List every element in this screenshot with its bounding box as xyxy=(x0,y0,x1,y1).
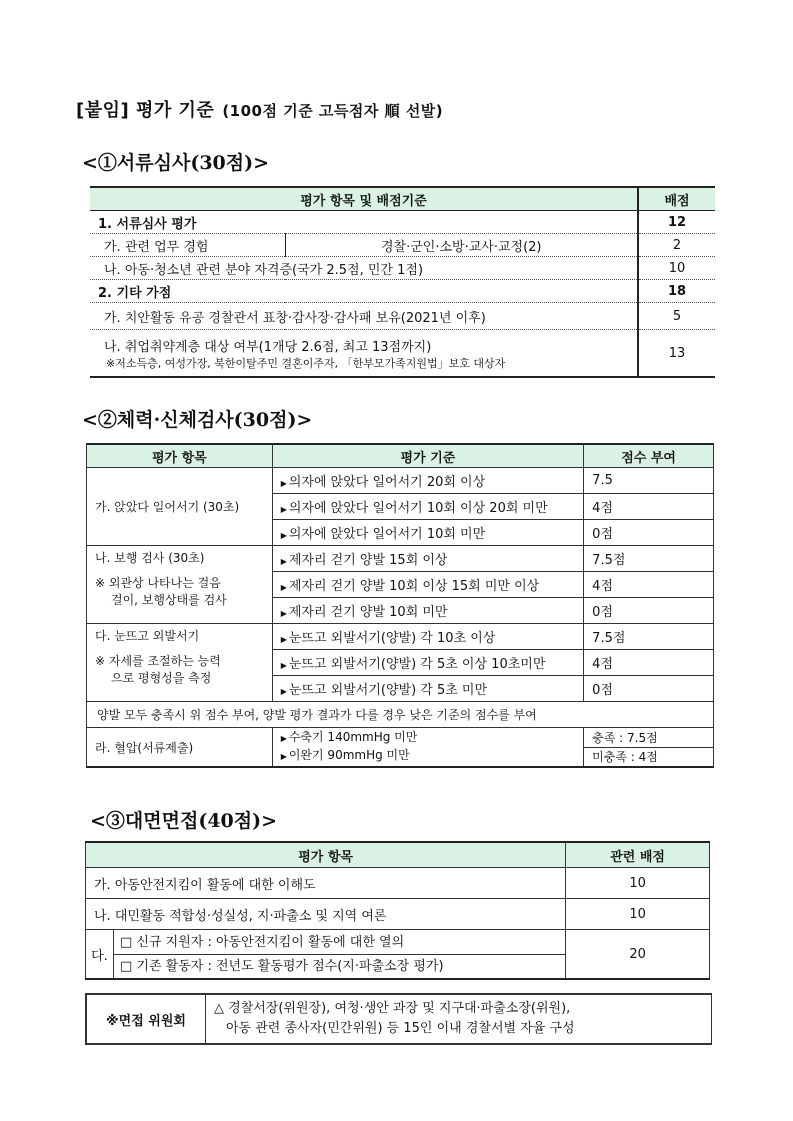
table-row xyxy=(87,728,714,768)
row-score: 18 xyxy=(638,280,715,303)
row-item: 라. 혈압(서류제출) xyxy=(87,728,273,768)
row-score: 4점 xyxy=(584,494,714,520)
row-label-multi xyxy=(90,330,638,378)
row-score: 7.5점 xyxy=(584,624,714,650)
row-item: 다. 눈뜨고 외발서기 ※ 자세를 조절하는 능력 으로 평형성을 측정 xyxy=(87,624,273,702)
row-label: 나. 대민활동 적합성·성실성, 지·파출소 및 지역 여론 xyxy=(86,899,566,930)
row-score: 2 xyxy=(638,234,715,257)
interview-table xyxy=(85,841,710,980)
fitness-test-table xyxy=(86,443,714,768)
row-label: 1. 서류심사 평가 xyxy=(90,211,638,234)
row-sublist xyxy=(113,930,565,980)
row-score: 0점 xyxy=(584,598,714,624)
section3-title: <③대면면접(40점)> xyxy=(90,810,278,832)
row-score: 4점 xyxy=(584,572,714,598)
row-score: 4점 xyxy=(584,650,714,676)
row-score: 7.5점 xyxy=(584,546,714,572)
row-criteria: ▶ 눈뜨고 외발서기(양발) 각 5초 이상 10초미만 xyxy=(272,650,583,676)
row-detail: 경찰·군인·소방·교사·교정(2) xyxy=(285,234,638,257)
table-header xyxy=(90,187,715,211)
table-note-row xyxy=(87,702,714,728)
row-label: 가. 치안활동 유공 경찰관서 표창·감사장·감사패 보유(2021년 이후) xyxy=(90,303,638,330)
row-label: 가. 관련 업무 경험 xyxy=(90,234,285,257)
row-score: 10 xyxy=(566,899,710,930)
committee-label: ※면접 위원회 xyxy=(87,995,206,1043)
committee-line: 아동 관련 종사자(민간위원) 등 15인 이내 경찰서별 자율 구성 xyxy=(226,1021,575,1036)
table-row xyxy=(86,899,710,930)
table-row xyxy=(86,930,710,980)
row-score: 7.5 xyxy=(584,468,714,494)
header-score: 배점 xyxy=(638,187,715,211)
row-note: ※저소득층, 여성가장, 북한이탈주민 결혼이주자, 「한부모가족지원법」보호 대상자 xyxy=(106,356,506,370)
header-criteria: 평가 항목 및 배점기준 xyxy=(90,187,638,211)
header-criteria: 평가 기준 xyxy=(272,444,583,468)
header-score: 점수 부여 xyxy=(584,444,714,468)
table-row xyxy=(90,234,715,257)
row-score: 13 xyxy=(638,330,715,378)
table-header xyxy=(87,444,714,468)
row-criteria: ▶ 의자에 앉았다 일어서기 20회 이상 xyxy=(272,468,583,494)
header-item: 평가 항목 xyxy=(86,842,566,868)
row-score: 0점 xyxy=(584,676,714,702)
row-label: 2. 기타 가점 xyxy=(90,280,638,303)
row-criteria: ▶ 제자리 걷기 양발 10회 이상 15회 미만 이상 xyxy=(272,572,583,598)
table-row xyxy=(87,468,714,494)
row-criteria: ▶ 제자리 걷기 양발 10회 미만 xyxy=(272,598,583,624)
committee-text xyxy=(206,995,583,1043)
row-score: 충족 : 7.5점 미충족 : 4점 xyxy=(584,728,714,768)
table-row xyxy=(86,868,710,899)
row-score: 12 xyxy=(638,211,715,234)
row-criteria: ▶ 수축기 140mmHg 미만 ▶ 이완기 90mmHg 미만 xyxy=(272,728,583,768)
row-label: 가. 아동안전지킴이 활동에 대한 이해도 xyxy=(86,868,566,899)
row-score: 10 xyxy=(566,868,710,899)
committee-box xyxy=(85,993,712,1045)
row-item: 가. 앉았다 일어서기 (30초) xyxy=(87,468,273,546)
section1-title: <①서류심사(30점)> xyxy=(82,152,270,174)
table-row xyxy=(87,624,714,650)
row-criteria: ▶ 눈뜨고 외발서기(양발) 각 10초 이상 xyxy=(272,624,583,650)
header-score: 관련 배점 xyxy=(566,842,710,868)
list-item: □ 기존 활동자 : 전년도 활동평가 점수(지·파출소장 평가) xyxy=(119,958,444,974)
document-review-table xyxy=(90,186,715,378)
table-row xyxy=(87,546,714,572)
list-item: □ 신규 지원자 : 아동안전지킴이 활동에 대한 열의 xyxy=(114,931,565,955)
section2-title: <②체력·신체검사(30점)> xyxy=(82,409,313,431)
row-criteria: ▶ 의자에 앉았다 일어서기 10회 미만 xyxy=(272,520,583,546)
table-row xyxy=(90,211,715,234)
committee-line: △ 경찰서장(위원장), 여청·생안 과장 및 지구대·파출소장(위원), xyxy=(214,1001,571,1016)
row-criteria: ▶ 제자리 걷기 양발 15회 이상 xyxy=(272,546,583,572)
table-row xyxy=(90,303,715,330)
row-score: 5 xyxy=(638,303,715,330)
page-title-sub: (100점 기준 고득점자 順 선발) xyxy=(222,102,444,120)
table-header xyxy=(86,842,710,868)
row-score: 10 xyxy=(638,257,715,280)
table-note: 양발 모두 충족시 위 점수 부여, 양발 평가 결과가 다를 경우 낮은 기준의 점수를 부여 xyxy=(87,702,714,728)
row-score: 20 xyxy=(566,930,710,980)
page-title xyxy=(76,96,443,122)
table-row xyxy=(90,280,715,303)
row-score: 0점 xyxy=(584,520,714,546)
row-criteria: ▶ 의자에 앉았다 일어서기 10회 이상 20회 미만 xyxy=(272,494,583,520)
table-row xyxy=(90,257,715,280)
page-title-main: [붙임] 평가 기준 xyxy=(76,100,215,121)
row-item: 나. 보행 검사 (30초) ※ 외관상 나타나는 걸음 걸이, 보행상태를 검사 xyxy=(87,546,273,624)
row-criteria: ▶ 눈뜨고 외발서기(양발) 각 5초 미만 xyxy=(272,676,583,702)
row-label: 나. 취업취약계층 대상 여부(1개당 2.6점, 최고 13점까지) xyxy=(104,339,432,355)
table-row xyxy=(90,330,715,378)
header-item: 평가 항목 xyxy=(87,444,273,468)
row-prefix: 다. xyxy=(86,930,114,980)
row-label: 나. 아동·청소년 관련 분야 자격증(국가 2.5점, 민간 1점) xyxy=(90,257,638,280)
